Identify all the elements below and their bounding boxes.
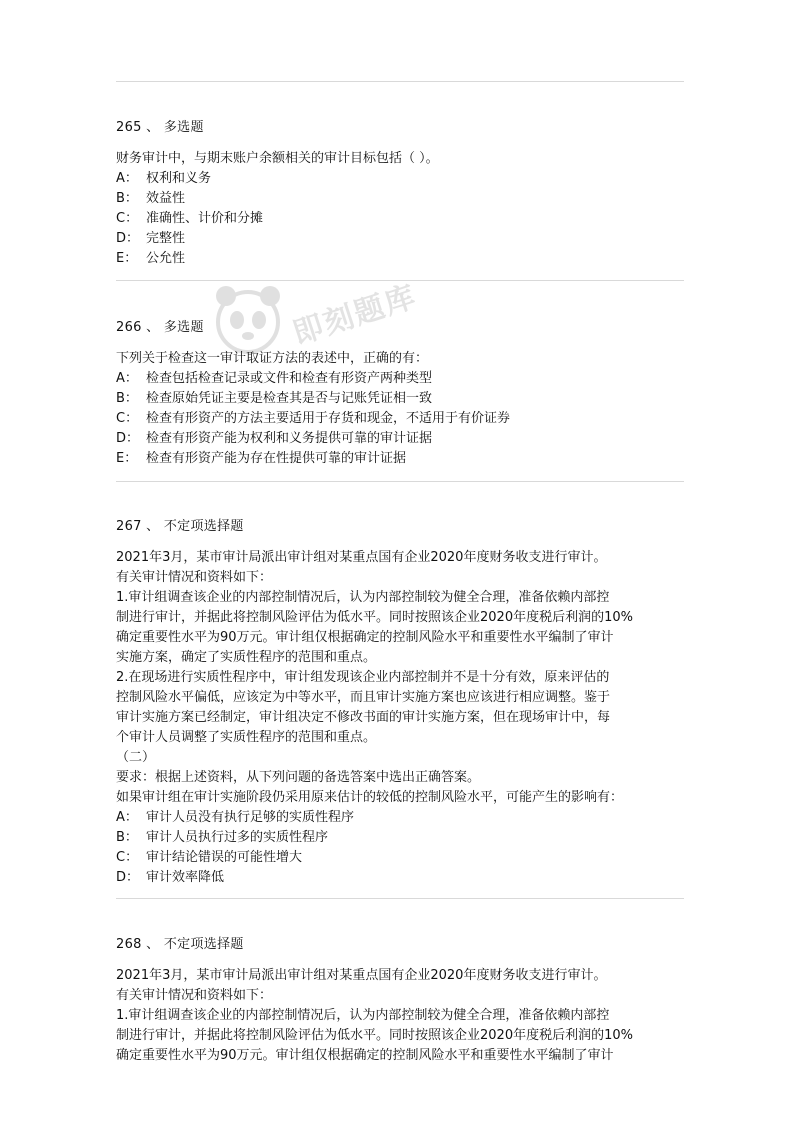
question-stem-line: 1.审计组调查该企业的内部控制情况后，认为内部控制较为健全合理，准备依赖内部控 [116, 1008, 610, 1023]
option-e[interactable]: E： 检查有形资产能为存在性提供可靠的审计证据 [116, 451, 407, 466]
question-stem-line: 要求：根据上述资料，从下列问题的备选答案中选出正确答案。 [116, 770, 481, 785]
question-stem-line: 制进行审计，并据此将控制风险评估为低水平。同时按照该企业2020年度税后利润的10% [116, 610, 633, 625]
option-d[interactable]: D： 完整性 [116, 231, 186, 246]
question-stem-line: 确定重要性水平为90万元。审计组仅根据确定的控制风险水平和重要性水平编制了审计 [116, 1048, 614, 1063]
question-268 [116, 935, 686, 1066]
question-267 [116, 517, 686, 888]
option-d[interactable]: D： 审计效率降低 [116, 870, 225, 885]
option-b[interactable]: B： 审计人员执行过多的实质性程序 [116, 830, 329, 845]
option-b[interactable]: B： 检查原始凭证主要是检查其是否与记账凭证相一致 [116, 391, 433, 406]
option-a[interactable]: A： 检查包括检查记录或文件和检查有形资产两种类型 [116, 371, 433, 386]
question-stem-line: 2021年3月，某市审计局派出审计组对某重点国有企业2020年度财务收支进行审计。 [116, 550, 607, 565]
option-a[interactable]: A： 审计人员没有执行足够的实质性程序 [116, 810, 355, 825]
question-stem-line: 2021年3月，某市审计局派出审计组对某重点国有企业2020年度财务收支进行审计。 [116, 968, 607, 983]
divider-top [116, 81, 684, 82]
question-stem-line: 审计实施方案已经制定，审计组决定不修改书面的审计实施方案，但在现场审计中，每 [116, 710, 611, 725]
question-stem: 下列关于检查这一审计取证方法的表述中，正确的有： [116, 351, 429, 366]
option-e[interactable]: E： 公允性 [116, 251, 186, 266]
option-d[interactable]: D： 检查有形资产能为权利和义务提供可靠的审计证据 [116, 431, 433, 446]
question-stem-line: 如果审计组在审计实施阶段仍采用原来估计的较低的控制风险水平，可能产生的影响有： [116, 790, 624, 805]
question-stem-line: 实施方案，确定了实质性程序的范围和重点。 [116, 650, 377, 665]
divider-265-266 [116, 280, 684, 281]
question-stem-line: 有关审计情况和资料如下： [116, 570, 273, 585]
question-stem-line: 有关审计情况和资料如下： [116, 988, 273, 1003]
option-a[interactable]: A： 权利和义务 [116, 171, 212, 186]
divider-267-268 [116, 898, 684, 899]
question-stem-line: 1.审计组调查该企业的内部控制情况后，认为内部控制较为健全合理，准备依赖内部控 [116, 590, 610, 605]
question-265 [116, 118, 686, 269]
question-stem-line: （二） [116, 750, 156, 765]
question-stem-line: 控制风险水平偏低，应该定为中等水平，而且审计实施方案也应该进行相应调整。鉴于 [116, 690, 611, 705]
question-header: 266 、 多选题 [116, 320, 204, 335]
watermark-text: 即刻题库 [288, 278, 422, 352]
question-header: 265 、 多选题 [116, 120, 204, 135]
question-stem-line: 确定重要性水平为90万元。审计组仅根据确定的控制风险水平和重要性水平编制了审计 [116, 630, 614, 645]
question-stem-line: 个审计人员调整了实质性程序的范围和重点。 [116, 730, 377, 745]
option-c[interactable]: C： 检查有形资产的方法主要适用于存货和现金，不适用于有价证券 [116, 411, 511, 426]
question-header: 268 、 不定项选择题 [116, 937, 244, 952]
option-c[interactable]: C： 准确性、计价和分摊 [116, 211, 264, 226]
question-stem-line: 制进行审计，并据此将控制风险评估为低水平。同时按照该企业2020年度税后利润的10% [116, 1028, 633, 1043]
question-header: 267 、 不定项选择题 [116, 519, 244, 534]
question-266 [116, 318, 686, 469]
option-b[interactable]: B： 效益性 [116, 191, 186, 206]
option-c[interactable]: C： 审计结论错误的可能性增大 [116, 850, 303, 865]
question-stem-line: 2.在现场进行实质性程序中，审计组发现该企业内部控制并不是十分有效，原来评估的 [116, 670, 610, 685]
divider-266-267 [116, 481, 684, 482]
question-stem: 财务审计中，与期末账户余额相关的审计目标包括（ ）。 [116, 151, 439, 166]
